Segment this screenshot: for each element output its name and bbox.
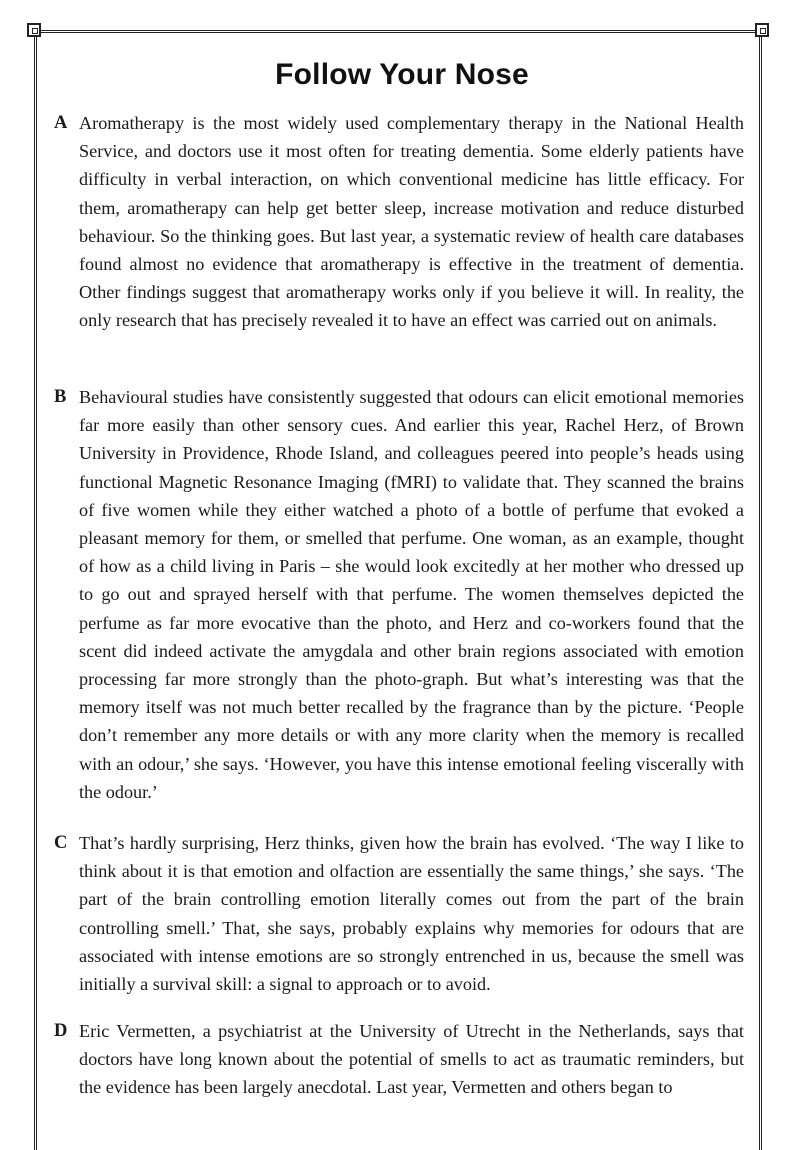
paragraph-letter: C <box>54 833 68 853</box>
corner-ornament-right <box>755 23 769 37</box>
paragraph-c <box>54 829 744 998</box>
paragraph-text: Aromatherapy is the most widely used complementary therapy in the National Health Service, and doctors use it most often for treating dementia. Some elderly patients have difficulty in verbal interaction, on which conventional medicine has little efficacy. For them, aromatherapy can help get better sleep, increase motivation and reduce disturbed behaviour. So the thinking goes. But last year, a systematic review of health care databases found almost no evidence that aromatherapy is effective in the treatment of dementia. Other findings suggest that aromatherapy works only if you believe it will. In reality, the only research that has precisely revealed it to have an effect was carried out on animals. <box>79 113 744 331</box>
corner-ornament-left <box>27 23 41 37</box>
paragraph-text: That’s hardly surprising, Herz thinks, given how the brain has evolved. ‘The way I like to think about it is that emotion and olfaction are essentially the same things,’ she says. ‘The part of the brain controlling emotion literally comes out from the part of the brain controlling smell.’ That, she says, probably explains why memories for odours that are associated with intense emotions are so strongly entrenched in us, because the smell was initially a survival skill: a signal to approach or to avoid. <box>79 833 744 995</box>
paragraph-letter: A <box>54 113 68 133</box>
paragraph-d <box>54 1017 744 1102</box>
page-title: Follow Your Nose <box>275 58 529 92</box>
paragraph-b <box>54 383 744 806</box>
paragraph-a <box>54 109 744 335</box>
paragraph-letter: D <box>54 1021 68 1041</box>
paragraph-letter: B <box>54 387 67 407</box>
paragraph-text: Behavioural studies have consistently suggested that odours can elicit emotional memories far more easily than other sensory cues. And earlier this year, Rachel Herz, of Brown University in Providence, Rhode Island, and colleagues peered into people’s heads using functional Magnetic Resonance Imaging (fMRI) to validate that. They scanned the brains of five women while they either watched a photo of a bottle of perfume that evoked a pleasant memory for them, or smelled that perfume. One woman, as an example, thought of how as a child living in Paris – she would look excitedly at her mother who dressed up to go out and sprayed herself with that perfume. The women themselves depicted the perfume as far more evocative than the photo, and Herz and co-workers found that the scent did indeed activate the amygdala and other brain regions associated with emotion processing far more strongly than the photo-graph. But what’s interesting was that the memory itself was not much better recalled by the fragrance than by the picture. ‘People don’t remember any more details or with any more clarity when the memory is recalled with an odour,’ she says. ‘However, you have this intense emotional feeling viscerally with the odour.’ <box>79 387 744 802</box>
paragraph-text: Eric Vermetten, a psychiatrist at the University of Utrecht in the Netherlands, says that doctors have long known about the potential of smells to act as traumatic reminders, but the evidence has been largely anecdotal. Last year, Vermetten and others began to <box>79 1021 744 1098</box>
